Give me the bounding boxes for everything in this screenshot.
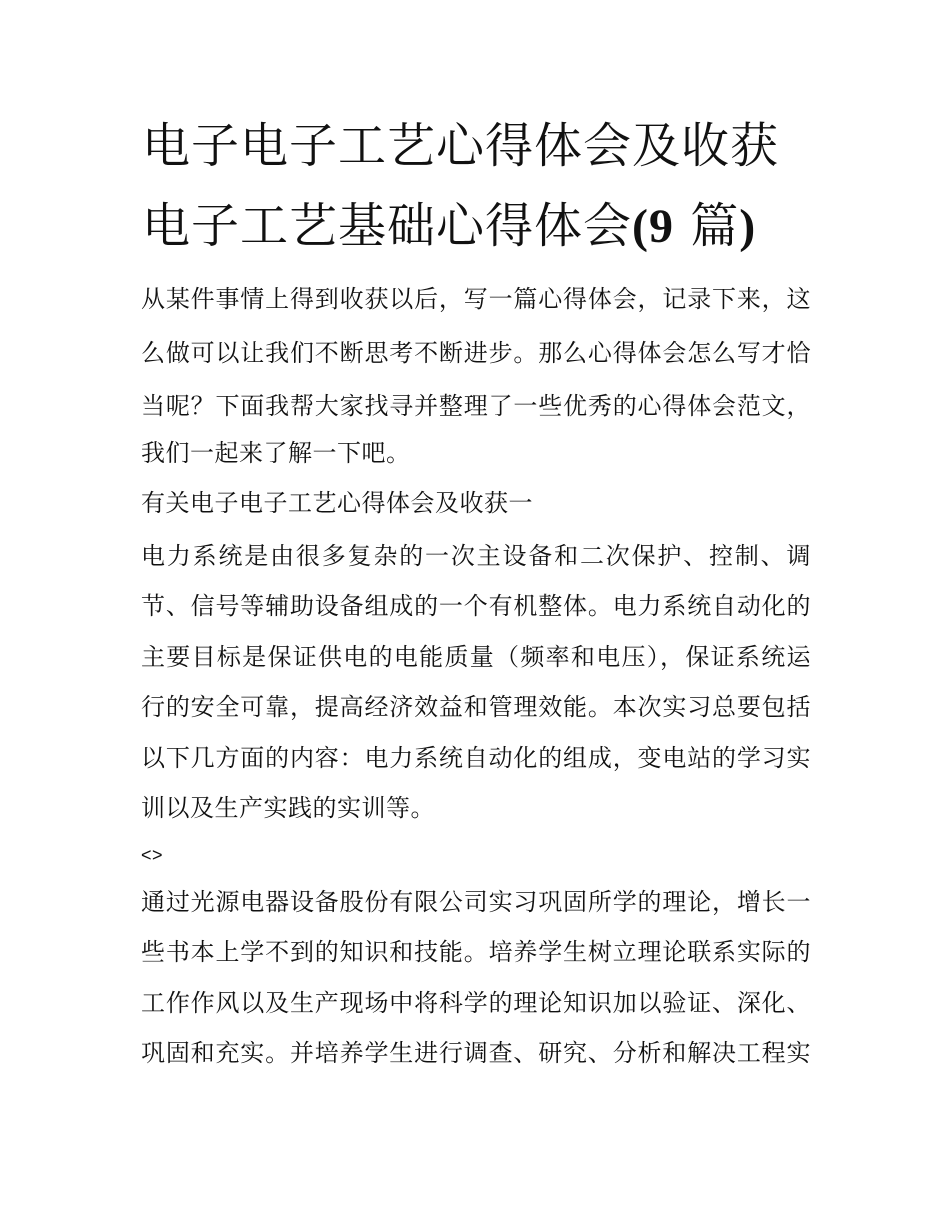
title-count-word: 篇 bbox=[690, 198, 740, 254]
marker-text: <> bbox=[141, 845, 164, 865]
para1-line-1: 电力系统是由很多复杂的一次主设备和二次保护、控制、调 bbox=[141, 542, 811, 570]
para1-line-5: 以下几方面的内容：电力系统自动化的组成，变电站的学习实 bbox=[141, 744, 811, 772]
intro-line-1: 从某件事情上得到收获以后，写一篇心得体会，记录下来，这 bbox=[141, 285, 811, 313]
intro-line-4: 我们一起来了解一下吧。 bbox=[141, 439, 411, 467]
para2-line-2: 些书本上学不到的知识和技能。培养学生树立理论联系实际的 bbox=[141, 938, 811, 966]
document-title-line-1: 电子电子工艺心得体会及收获 bbox=[142, 118, 780, 174]
title-count-close: ) bbox=[739, 200, 757, 253]
intro-line-2: 么做可以让我们不断思考不断进步。那么心得体会怎么写才恰 bbox=[141, 339, 811, 367]
title-line-2-text: 电子工艺基础心得体会 bbox=[142, 198, 633, 254]
para2-line-4: 巩固和充实。并培养学生进行调查、研究、分析和解决工程实 bbox=[141, 1039, 811, 1067]
document-title-line-2 bbox=[142, 197, 822, 256]
title-count-open: (9 bbox=[632, 200, 674, 253]
para2-line-1: 通过光源电器设备股份有限公司实习巩固所学的理论，增长一 bbox=[141, 888, 811, 916]
section-heading: 有关电子电子工艺心得体会及收获一 bbox=[141, 489, 533, 517]
para2-line-3: 工作作风以及生产现场中将科学的理论知识加以验证、深化、 bbox=[141, 989, 811, 1017]
para1-line-6: 训以及生产实践的实训等。 bbox=[141, 794, 435, 822]
para1-line-4: 行的安全可靠，提高经济效益和管理效能。本次实习总要包括 bbox=[141, 693, 811, 721]
intro-line-3: 当呢？下面我帮大家找寻并整理了一些优秀的心得体会范文， bbox=[141, 392, 811, 420]
para1-line-3: 主要目标是保证供电的电能质量（频率和电压），保证系统运 bbox=[141, 643, 811, 671]
para1-line-2: 节、信号等辅助设备组成的一个有机整体。电力系统自动化的 bbox=[141, 592, 811, 620]
